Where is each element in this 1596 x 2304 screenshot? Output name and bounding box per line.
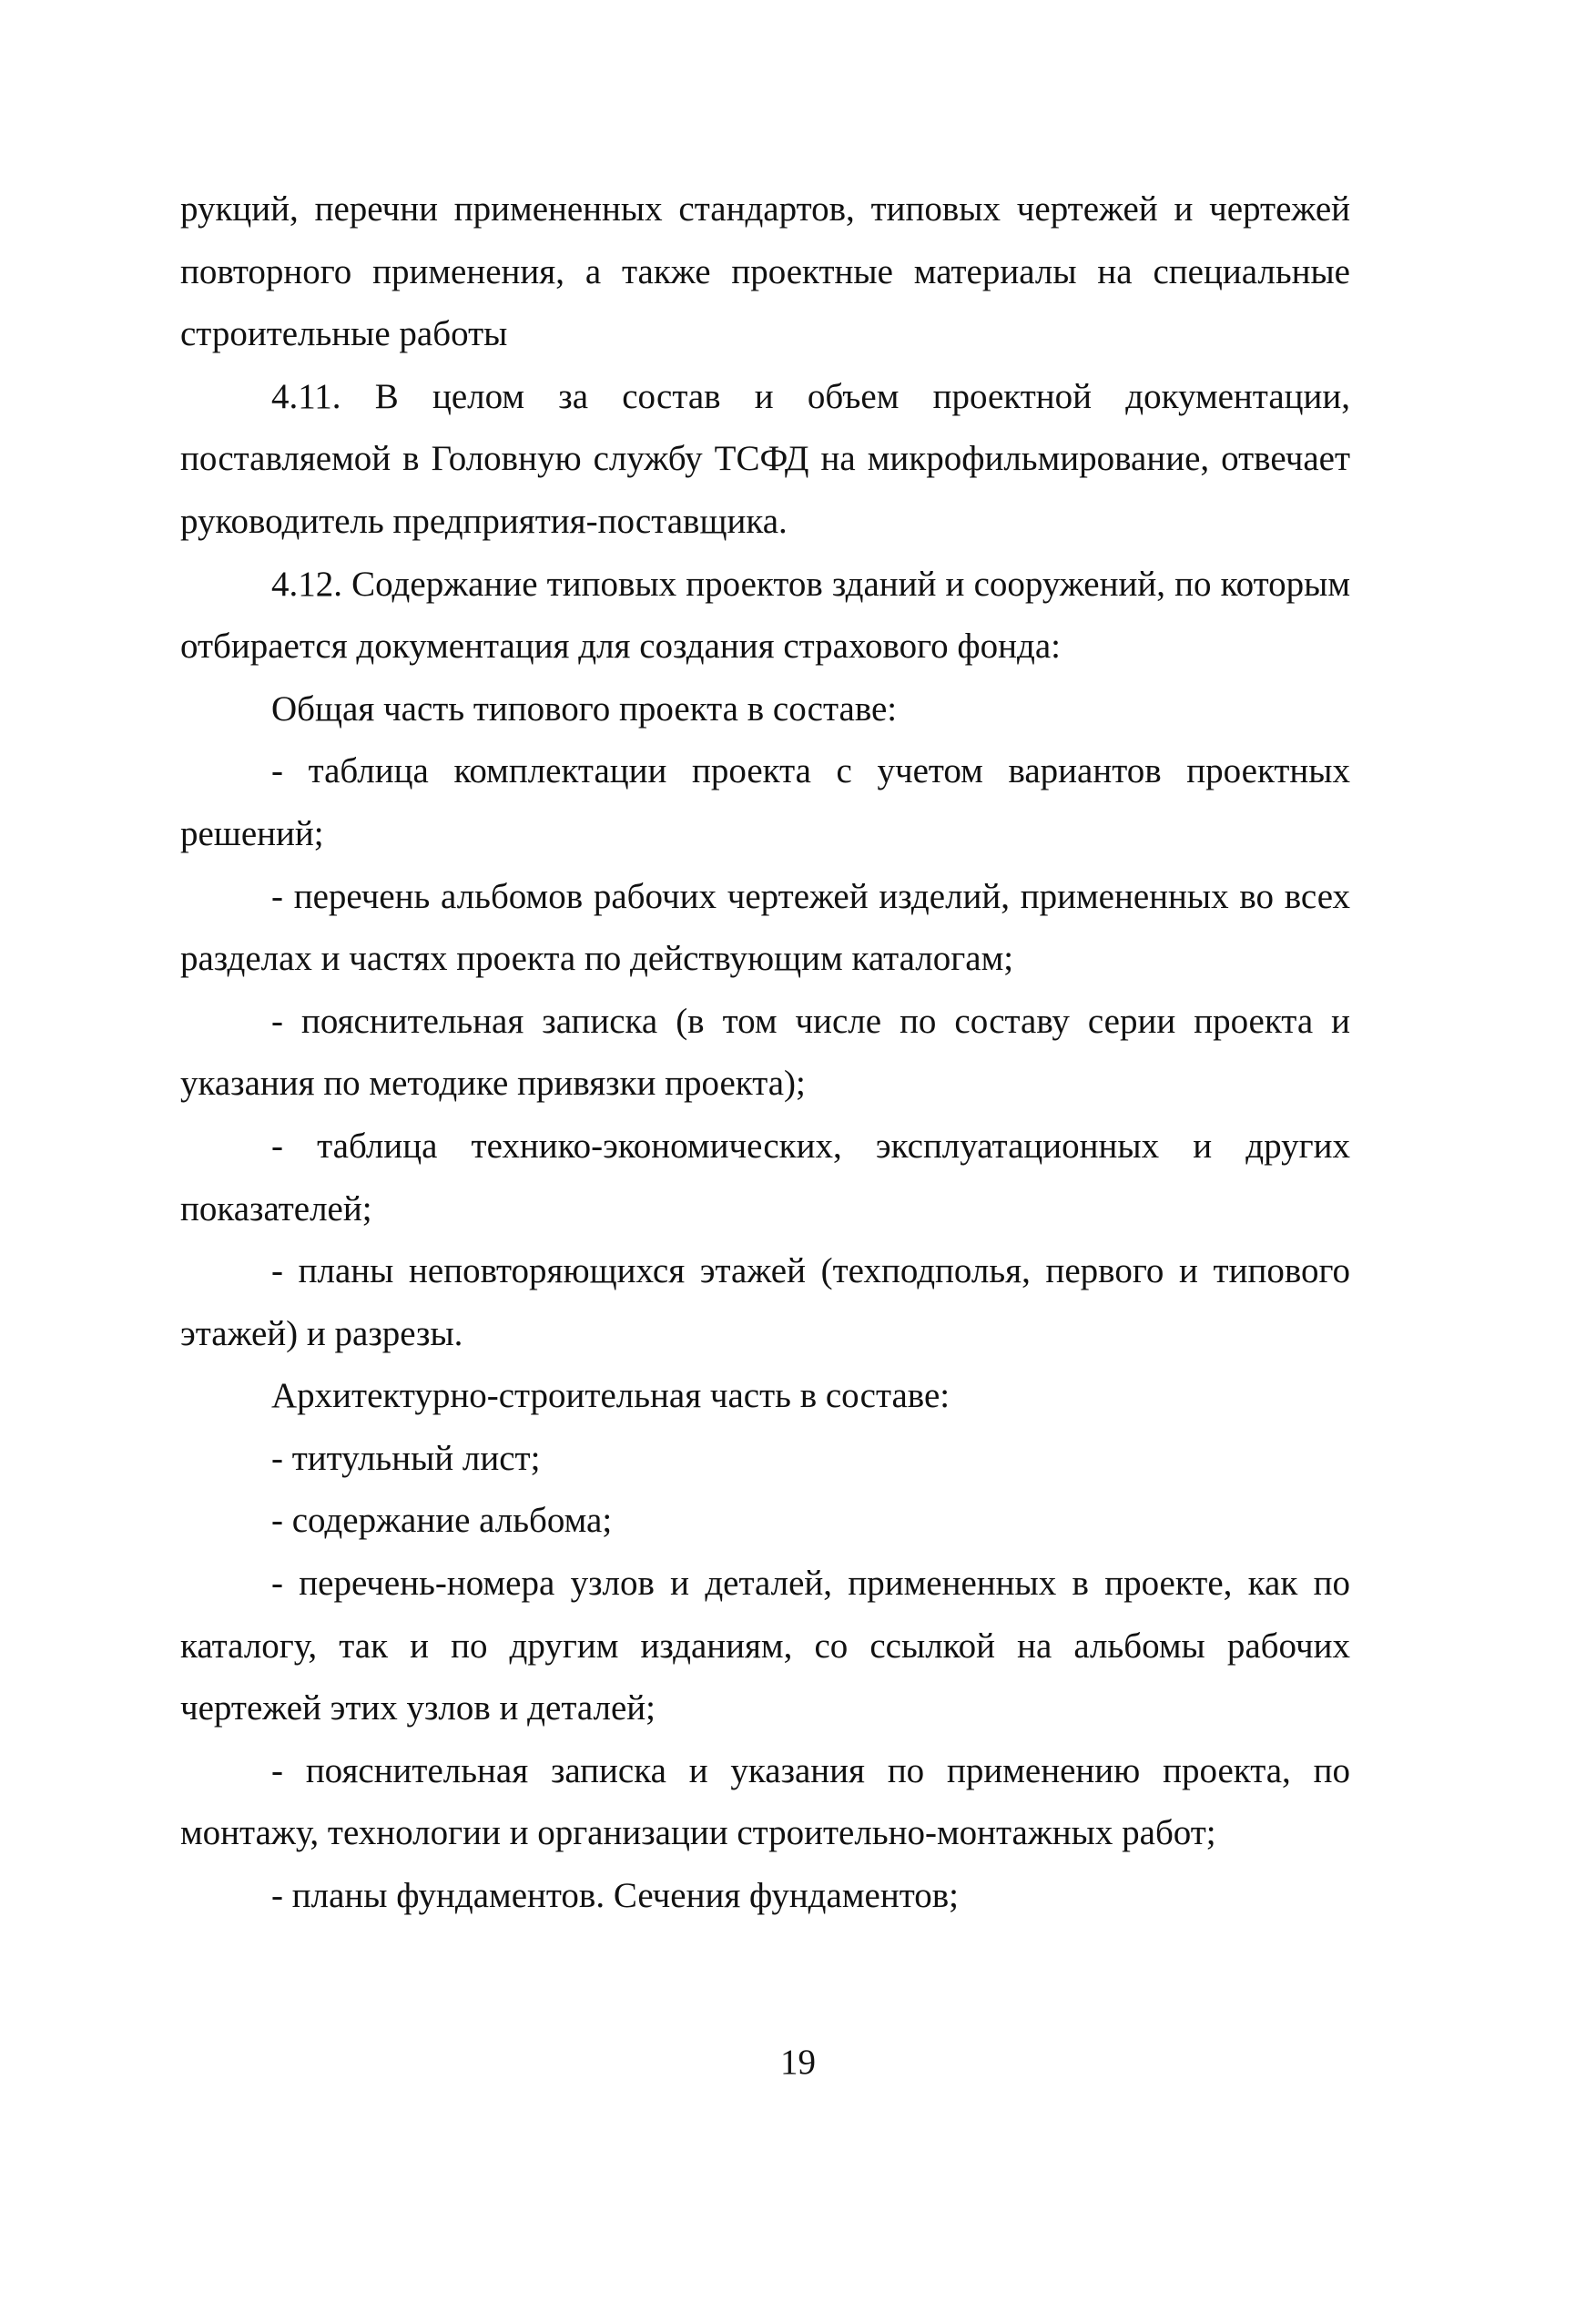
general-part-item-2: - перечень альбомов рабочих чертежей изделий, примененных во всех разделах и частях проекта по действующим каталогам; xyxy=(180,876,1350,979)
paragraph-4-12: 4.12. Содержание типовых проектов зданий и сооружений, по которым отбирается документация для создания страхового фонда: xyxy=(180,564,1350,667)
general-part-heading: Общая часть типового проекта в составе: xyxy=(271,688,898,729)
general-part-item-5: - планы неповторяющихся этажей (техподполья, первого и типового этажей) и разрезы. xyxy=(180,1251,1350,1353)
architectural-part-item-4: - пояснительная записка и указания по применению проекта, по монтажу, технологии и организации строительно-монтажных работ; xyxy=(180,1750,1350,1853)
general-part-item-1: - таблица комплектации проекта с учетом вариантов проектных решений; xyxy=(180,751,1350,853)
paragraph-4-11: 4.11. В целом за состав и объем проектной документации, поставляемой в Головную службу ТСФД на микрофильмирование, отвечает руководитель предприятия-поставщика. xyxy=(180,376,1350,541)
architectural-part-item-2: - содержание альбома; xyxy=(271,1501,613,1541)
paragraph-continuation: рукций, перечни примененных стандартов, типовых чертежей и чертежей повторного применения, а также проектные материалы на специальные строительные работы xyxy=(180,189,1350,354)
architectural-part-item-3: - перечень-номера узлов и деталей, примененных в проекте, как по каталогу, так и по другим изданиям, со ссылкой на альбомы рабочих чертежей этих узлов и деталей; xyxy=(180,1564,1350,1728)
general-part-item-4: - таблица технико-экономических, эксплуатационных и других показателей; xyxy=(180,1126,1350,1228)
architectural-part-heading: Архитектурно-строительная часть в составе: xyxy=(271,1376,950,1416)
general-part-item-3: - пояснительная записка (в том числе по составу серии проекта и указания по методике привязки проекта); xyxy=(180,1001,1350,1104)
architectural-part-item-1: - титульный лист; xyxy=(271,1438,541,1478)
architectural-part-item-5: - планы фундаментов. Сечения фундаментов; xyxy=(271,1876,959,1916)
page-number: 19 xyxy=(780,2043,816,2082)
document-text-block xyxy=(180,178,1350,1928)
